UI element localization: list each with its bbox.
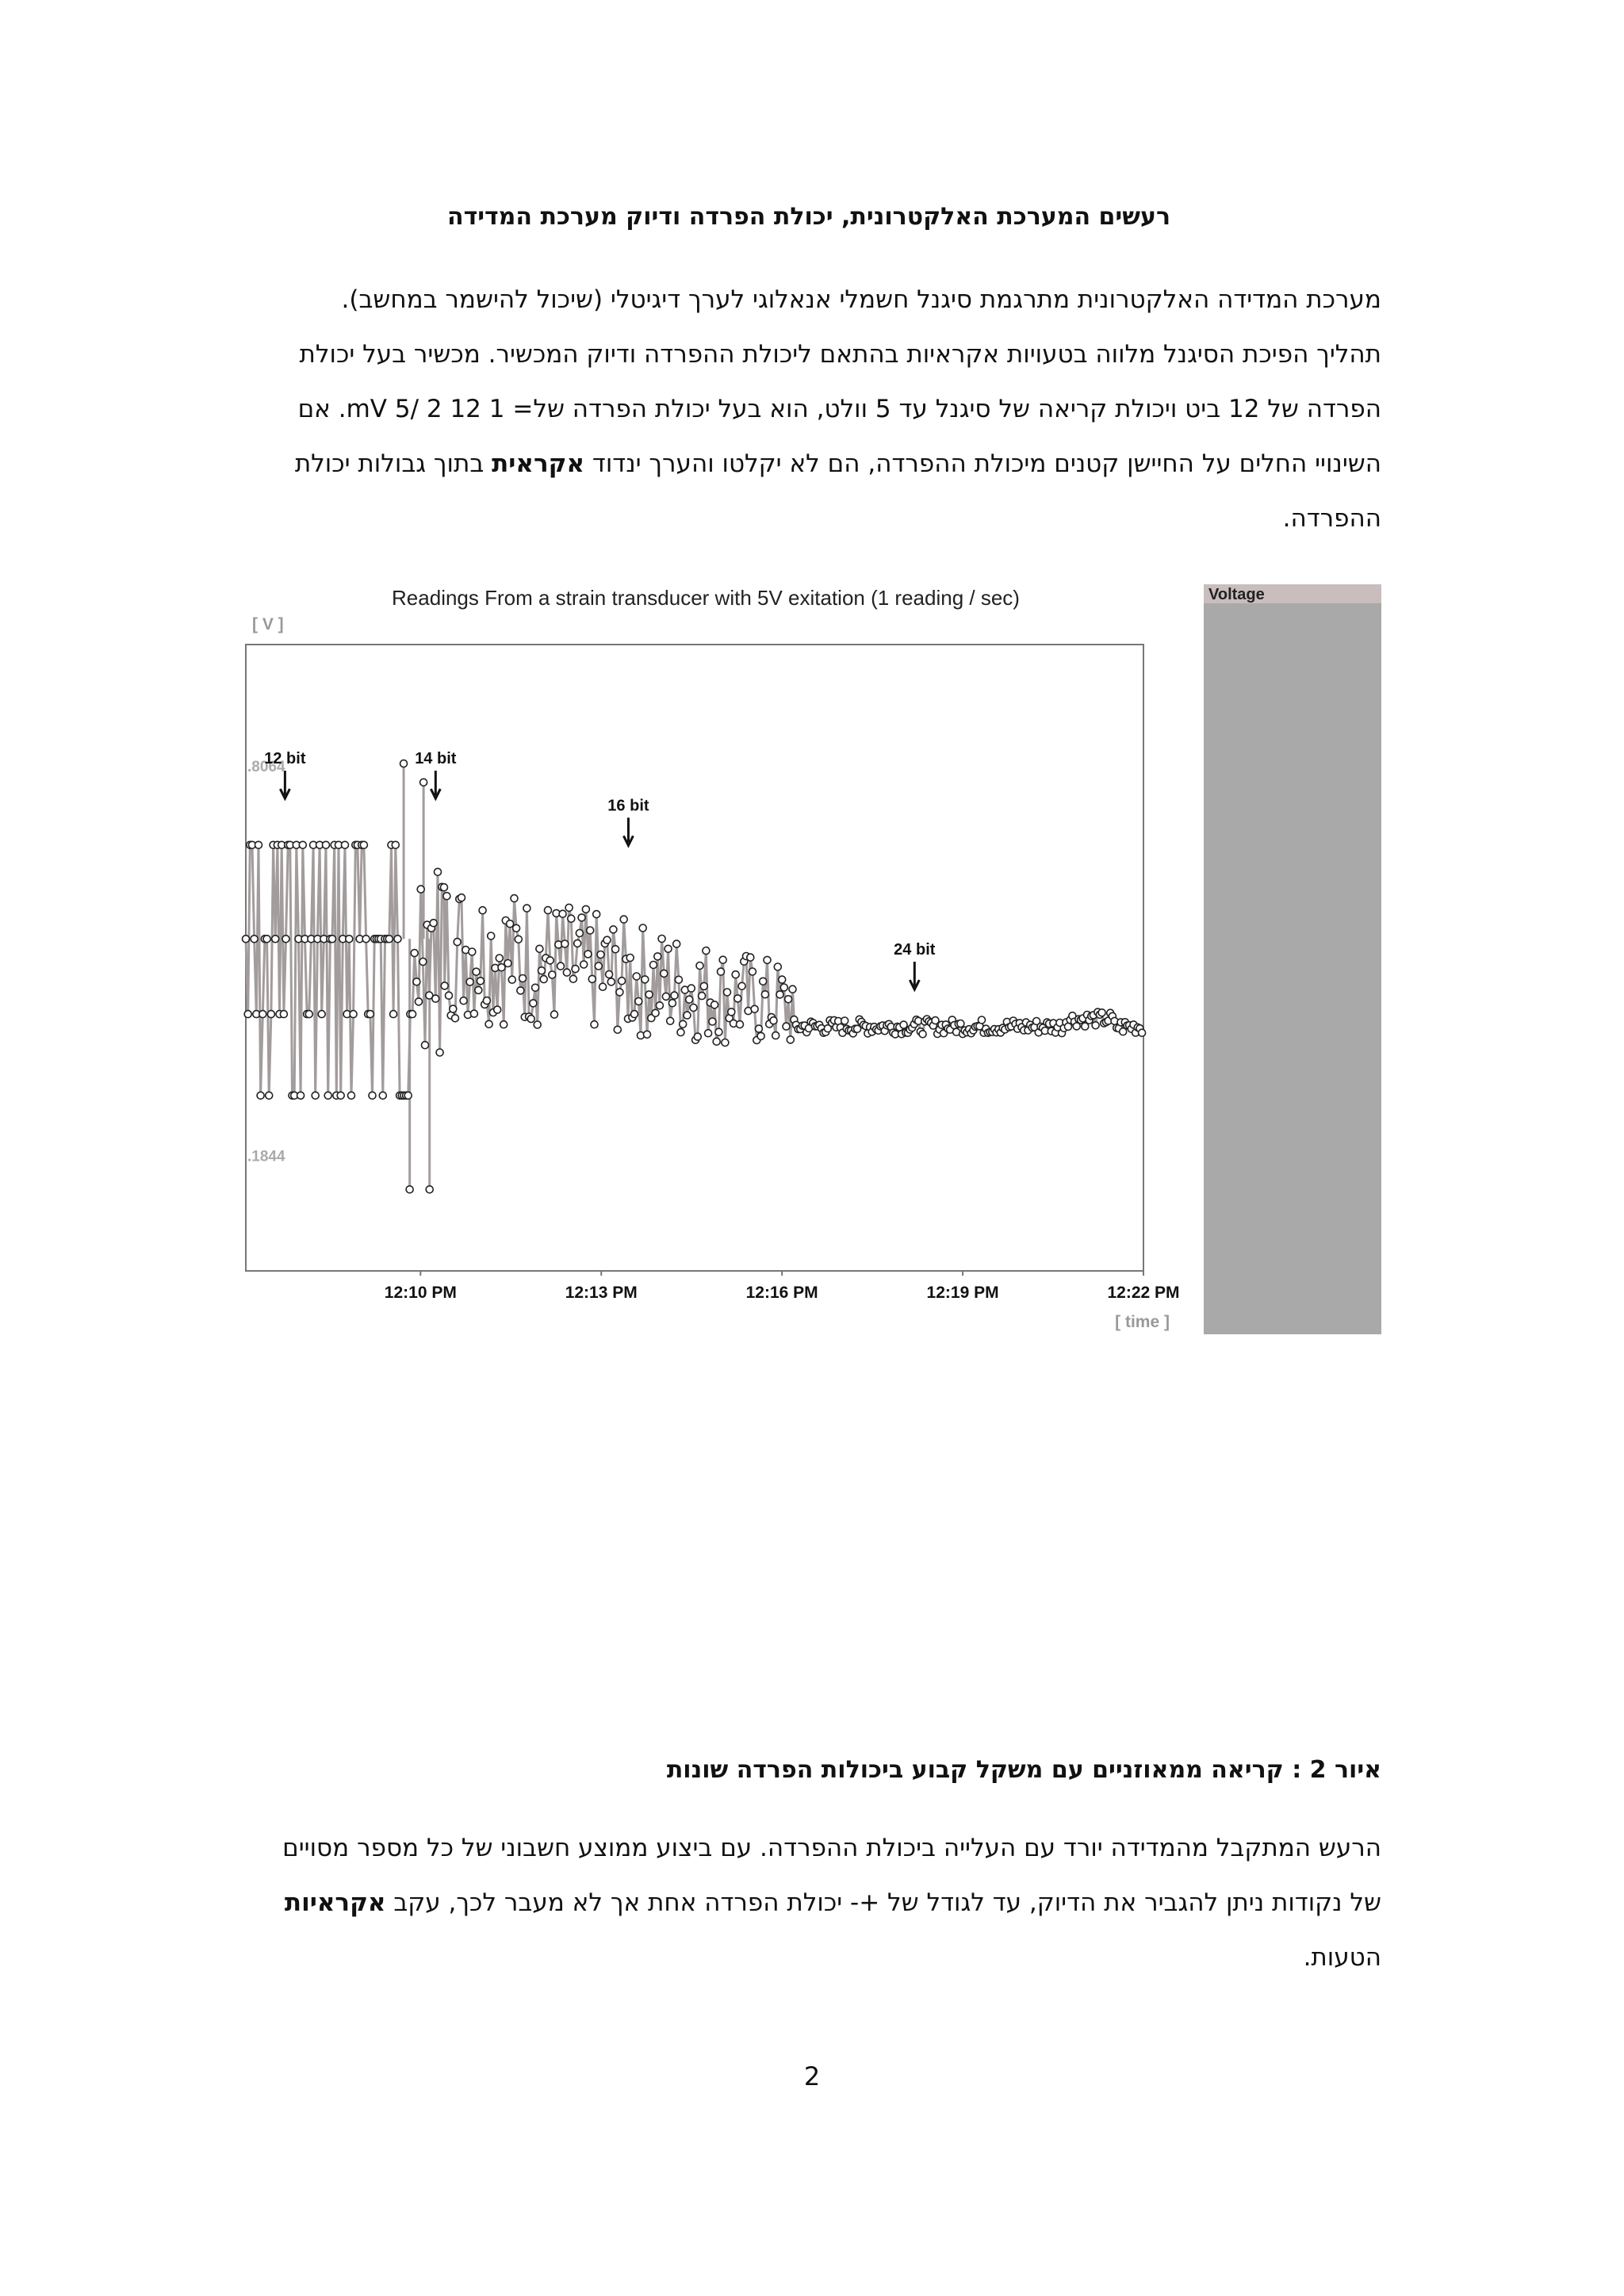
data-point xyxy=(460,997,467,1004)
data-point xyxy=(578,914,585,921)
data-point xyxy=(732,971,739,978)
x-axis-label: [ time ] xyxy=(1115,1313,1170,1331)
data-point xyxy=(749,968,756,975)
x-tick-label: 12:10 PM xyxy=(384,1284,457,1302)
data-point xyxy=(580,961,588,968)
data-point xyxy=(485,1020,492,1027)
data-point xyxy=(658,936,665,943)
data-point xyxy=(419,959,427,966)
data-point xyxy=(366,1011,373,1018)
strain-transducer-chart xyxy=(238,575,1396,1344)
data-point xyxy=(565,904,573,911)
chart-title: Readings From a strain transducer with 5V exitation (1 reading / sec) xyxy=(392,586,1020,610)
data-point xyxy=(900,1021,907,1028)
data-point xyxy=(688,985,695,992)
data-point xyxy=(494,1006,501,1013)
data-point xyxy=(650,962,657,969)
data-point xyxy=(392,841,399,848)
data-point xyxy=(446,992,453,999)
data-point xyxy=(612,946,619,953)
data-point xyxy=(450,1005,457,1012)
data-point xyxy=(568,915,575,922)
data-point xyxy=(385,936,393,943)
data-point xyxy=(626,955,634,962)
data-point xyxy=(350,1011,357,1018)
data-point xyxy=(479,907,486,914)
data-point xyxy=(532,984,539,991)
intro-line-5: ההפרדה. xyxy=(1282,504,1381,533)
data-point xyxy=(379,1092,386,1099)
data-point xyxy=(588,975,596,982)
data-point xyxy=(932,1017,939,1024)
x-tick-label: 12:16 PM xyxy=(745,1284,818,1302)
data-point xyxy=(593,911,600,918)
data-point xyxy=(734,995,741,1002)
data-point xyxy=(633,973,640,980)
intro-line-4-start: השינויי החלים על החיישן קטנים מיכולת ההפרדה, הם לא יקלטו והערך ינדוד xyxy=(584,450,1381,478)
data-point xyxy=(677,1029,684,1036)
data-point xyxy=(584,951,592,958)
data-point xyxy=(346,936,353,943)
data-point xyxy=(1092,1022,1099,1029)
data-point xyxy=(312,1092,319,1099)
data-point xyxy=(441,884,448,891)
intro-line-4 xyxy=(246,437,1381,492)
data-point xyxy=(715,1028,722,1035)
data-point xyxy=(534,1021,541,1028)
intro-paragraph xyxy=(246,273,1381,546)
data-point xyxy=(680,1020,687,1027)
data-point xyxy=(551,1011,558,1018)
data-point xyxy=(667,1017,674,1024)
annotation-label: 12 bit xyxy=(264,750,306,768)
data-point xyxy=(572,966,579,973)
data-point xyxy=(530,1000,537,1007)
data-point xyxy=(661,970,668,977)
data-point xyxy=(466,978,473,985)
data-point xyxy=(662,993,669,1000)
data-point xyxy=(686,996,693,1003)
data-point xyxy=(500,1021,508,1028)
data-point xyxy=(496,955,503,962)
data-point xyxy=(764,956,771,963)
data-point xyxy=(257,1092,264,1099)
data-point xyxy=(738,982,745,989)
data-point xyxy=(755,1025,762,1032)
data-point xyxy=(435,868,442,875)
data-point xyxy=(342,841,349,848)
data-point xyxy=(696,962,703,970)
data-point xyxy=(757,1032,764,1039)
data-point xyxy=(841,1017,848,1024)
data-point xyxy=(280,1011,287,1018)
data-point xyxy=(656,1002,663,1009)
data-point xyxy=(422,1042,429,1049)
data-point xyxy=(488,932,495,939)
x-tick-label: 12:13 PM xyxy=(565,1284,638,1302)
data-point xyxy=(259,1011,266,1018)
data-point xyxy=(297,1092,304,1099)
data-point xyxy=(404,1092,412,1099)
legend-panel xyxy=(1204,584,1381,1334)
data-point xyxy=(251,936,258,943)
data-point xyxy=(603,936,611,943)
data-point xyxy=(591,1021,598,1028)
data-point xyxy=(606,971,613,978)
data-point xyxy=(761,991,768,998)
data-point xyxy=(390,1011,397,1018)
intro-line-2: תהליך הפיכת הסיגנל מלווה בטעויות אקראיות בהתאם ליכולת ההפרדה ודיוק המכשיר. מכשיר בעל יכולת xyxy=(299,340,1381,369)
data-point xyxy=(324,1092,331,1099)
data-point xyxy=(772,1032,779,1039)
data-point xyxy=(652,1009,659,1016)
data-point xyxy=(699,993,706,1000)
y-tick-label: .8064 xyxy=(247,758,285,775)
data-point xyxy=(436,1049,443,1056)
data-point xyxy=(789,985,796,993)
data-point xyxy=(244,1011,251,1018)
data-point xyxy=(559,910,566,917)
conclusion-line-1: הרעש המתקבל מהמדידה יורד עם העלייה ביכולת ההפרדה. עם ביצוע ממוצע חשבוני של כל מספר מסויים xyxy=(282,1834,1381,1862)
data-point xyxy=(508,976,515,983)
data-point xyxy=(722,1039,729,1047)
data-point xyxy=(1098,1009,1105,1016)
data-point xyxy=(337,1092,344,1099)
emphasis-random: אקראית xyxy=(492,450,585,478)
conclusion-line-2 xyxy=(246,1876,1381,1931)
data-point xyxy=(360,841,367,848)
data-point xyxy=(563,969,570,976)
data-point xyxy=(979,1016,986,1024)
data-point xyxy=(430,920,437,927)
data-point xyxy=(561,940,569,947)
data-point xyxy=(700,982,707,989)
data-point xyxy=(432,995,439,1002)
data-point xyxy=(576,930,583,937)
data-point xyxy=(318,1011,325,1018)
data-point xyxy=(511,895,518,902)
data-point xyxy=(546,957,553,964)
data-point xyxy=(282,936,289,943)
data-point xyxy=(426,1186,433,1193)
data-point xyxy=(919,1031,926,1038)
data-point xyxy=(243,936,250,943)
data-point xyxy=(709,1018,716,1025)
conclusion-line-3: הטעות. xyxy=(1303,1943,1381,1972)
data-point xyxy=(263,936,270,943)
data-point xyxy=(728,1008,735,1016)
annotation-label: 24 bit xyxy=(894,941,936,959)
data-point xyxy=(671,992,678,999)
data-point xyxy=(454,939,461,946)
data-point xyxy=(599,983,607,990)
data-point xyxy=(475,986,482,993)
data-point xyxy=(780,984,787,991)
data-point xyxy=(635,998,642,1005)
data-point xyxy=(272,936,279,943)
data-point xyxy=(441,982,448,989)
data-point xyxy=(536,945,543,952)
data-point xyxy=(458,894,465,901)
data-point xyxy=(582,905,589,913)
data-point xyxy=(713,1038,720,1045)
data-point xyxy=(779,976,786,983)
data-point xyxy=(504,960,511,967)
data-point xyxy=(420,779,427,786)
data-point xyxy=(417,886,424,893)
data-point xyxy=(751,1005,758,1012)
intro-line-4-end: בתוך גבולות יכולת xyxy=(294,450,492,478)
conclusion-paragraph xyxy=(246,1821,1381,1985)
data-point xyxy=(255,841,262,848)
data-point xyxy=(517,987,524,994)
page-heading: רעשים המערכת האלקטרונית, יכולת הפרדה ודיוק מערכת המדידה xyxy=(446,203,1171,231)
data-point xyxy=(776,991,783,998)
y-tick-label: .1844 xyxy=(247,1148,285,1165)
data-point xyxy=(760,978,767,985)
emphasis-randomness: אקראיות xyxy=(284,1888,386,1917)
data-point xyxy=(443,893,450,900)
data-point xyxy=(507,920,514,928)
data-point xyxy=(675,976,682,983)
data-point xyxy=(348,1092,355,1099)
data-point xyxy=(620,916,627,923)
data-point xyxy=(705,1030,712,1037)
data-point xyxy=(665,945,672,952)
intro-line-1: מערכת המדידה האלקטרונית מתרגמת סיגנל חשמלי אנאלוגי לערך דיגיטלי (שיכול להישמר במחשב). xyxy=(341,285,1381,314)
data-point xyxy=(413,978,420,985)
conclusion-line-2-start: של נקודות ניתן להגביר את הדיוק, עד לגודל של +- יכולת הפרדה אחת אך לא מעבר לכך, עקב xyxy=(385,1888,1381,1917)
data-point xyxy=(616,989,623,996)
x-tick-label: 12:22 PM xyxy=(1107,1284,1180,1302)
data-point xyxy=(619,978,626,985)
data-point xyxy=(369,1092,376,1099)
data-point xyxy=(416,998,423,1005)
intro-line-3: הפרדה של 12 ביט ויכולת קריאה של סיגנל עד 5 וולט, הוא בעל יכולת הפרדה של= 1 mV 5/ 2 12. אם xyxy=(297,395,1381,423)
data-point xyxy=(645,991,653,998)
data-point xyxy=(703,947,710,955)
data-point xyxy=(400,760,408,767)
data-point xyxy=(787,1036,794,1043)
data-point xyxy=(711,1001,718,1008)
data-point xyxy=(329,936,336,943)
data-point xyxy=(639,924,646,932)
data-point xyxy=(642,976,649,983)
data-point xyxy=(610,926,617,933)
data-point xyxy=(718,968,725,975)
data-point xyxy=(394,936,401,943)
data-point xyxy=(473,968,480,975)
data-point xyxy=(515,936,522,943)
data-point xyxy=(1139,1029,1146,1036)
data-point xyxy=(267,1011,274,1018)
data-point xyxy=(783,1023,790,1030)
data-point xyxy=(957,1020,964,1027)
data-point xyxy=(477,978,484,985)
data-point xyxy=(587,927,594,934)
data-point xyxy=(513,924,520,932)
data-point xyxy=(519,975,527,982)
data-point xyxy=(770,1017,777,1024)
data-point xyxy=(631,1011,638,1018)
data-point xyxy=(557,962,565,970)
annotation-label: 14 bit xyxy=(415,750,457,768)
data-point xyxy=(694,1033,701,1040)
data-point xyxy=(737,1021,744,1028)
data-point xyxy=(545,907,552,914)
x-axis-ticks xyxy=(385,1271,1180,1302)
data-point xyxy=(774,963,781,970)
data-point xyxy=(644,1031,651,1038)
data-point xyxy=(607,978,615,985)
data-point xyxy=(523,905,530,912)
data-point xyxy=(409,1011,416,1018)
data-point xyxy=(595,962,602,970)
legend-entry-voltage: Voltage xyxy=(1208,586,1265,603)
data-point xyxy=(654,953,661,960)
data-point xyxy=(411,950,418,957)
data-point xyxy=(614,1026,621,1033)
data-point xyxy=(569,975,576,982)
data-point xyxy=(684,1012,691,1019)
data-point xyxy=(470,1010,477,1017)
data-point xyxy=(540,976,547,983)
data-point xyxy=(299,841,306,848)
figure-caption: איור 2 : קריאה ממאוזניים עם משקל קבוע ביכולות הפרדה שונות xyxy=(666,1756,1381,1784)
data-point xyxy=(668,1000,676,1007)
x-tick-label: 12:19 PM xyxy=(926,1284,999,1302)
data-point xyxy=(469,948,476,955)
data-point xyxy=(724,989,731,996)
data-point xyxy=(266,1092,273,1099)
data-point xyxy=(597,951,604,959)
data-point xyxy=(719,956,726,963)
data-point xyxy=(452,1015,459,1022)
data-point xyxy=(1065,1023,1072,1030)
data-point xyxy=(538,967,546,974)
data-point xyxy=(305,1011,312,1018)
data-point xyxy=(747,954,754,961)
data-point xyxy=(785,996,792,1003)
data-point xyxy=(483,997,490,1004)
data-point xyxy=(673,940,680,947)
y-axis-label: [ V ] xyxy=(252,615,284,633)
data-point xyxy=(690,1004,697,1012)
data-point xyxy=(574,939,581,947)
data-point xyxy=(549,971,556,978)
page-number: 2 xyxy=(803,2061,821,2091)
data-point xyxy=(527,1016,534,1023)
data-point xyxy=(323,841,330,848)
data-point xyxy=(362,936,370,943)
data-point xyxy=(406,1186,413,1193)
annotation-label: 16 bit xyxy=(607,797,649,815)
